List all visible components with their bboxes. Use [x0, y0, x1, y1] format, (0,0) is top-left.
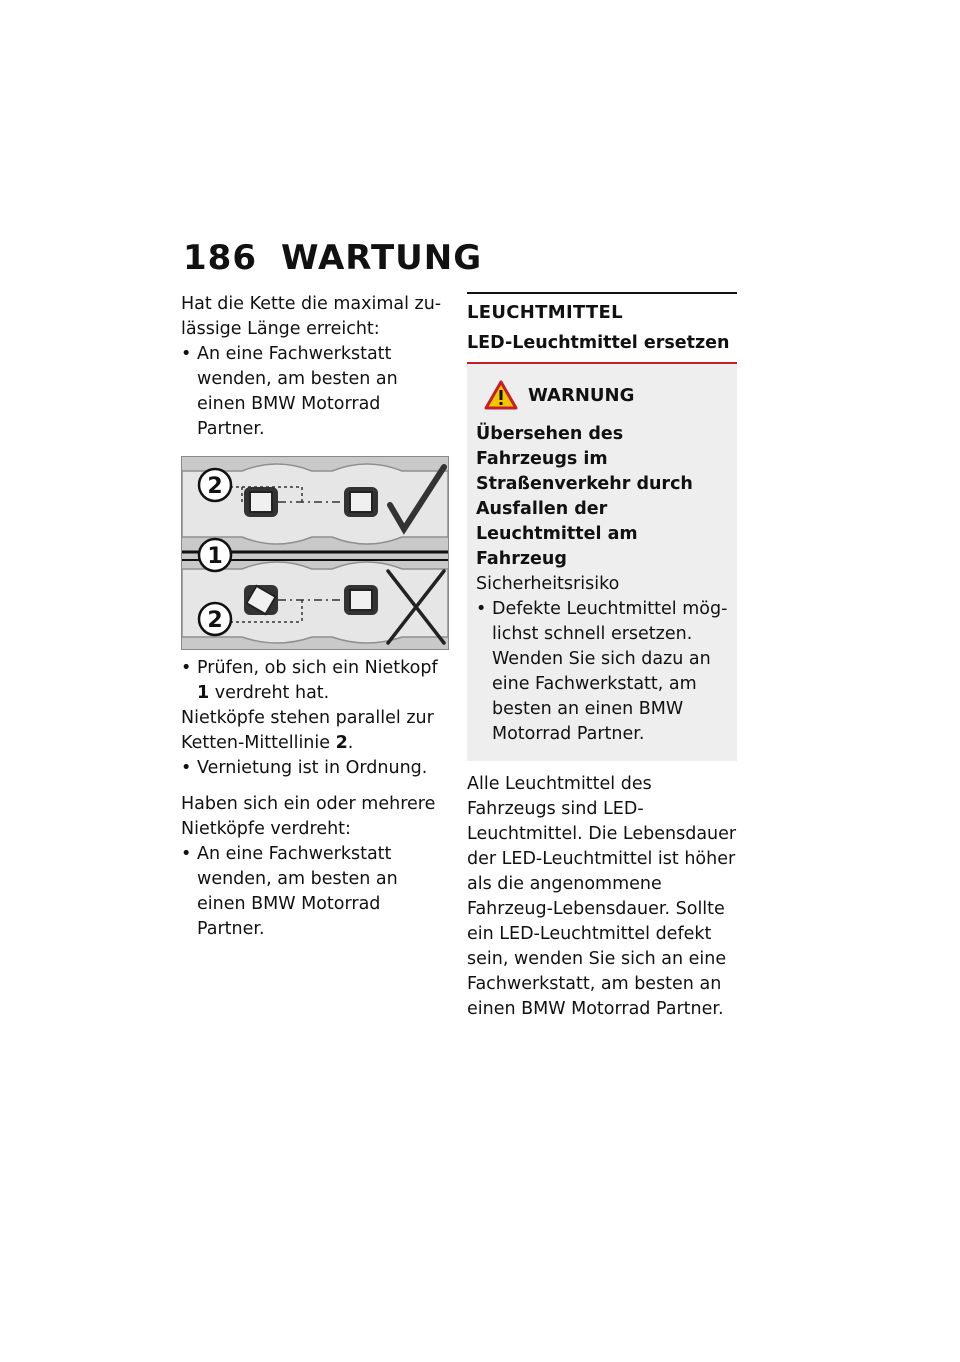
page-number: 186 — [183, 238, 257, 278]
subsection-title: LED-Leuchtmittel ersetzen — [467, 333, 730, 353]
section-rule — [467, 292, 737, 294]
callout-2-bottom — [199, 603, 231, 635]
warning-triangle-icon — [484, 380, 518, 410]
parallel-text: Nietköpfe stehen parallel zur Ketten-Mittellinie — [181, 708, 434, 753]
chain-illustration — [182, 457, 448, 649]
paragraph-parallel — [181, 706, 447, 756]
warning-risk: Sicherheitsrisiko — [476, 574, 620, 594]
bullet-workshop-2: • An eine Fachwerkstatt wenden, am besten an einen BMW Motorrad Partner. — [181, 842, 447, 942]
callout-label-bottom: 2 — [207, 608, 223, 633]
ref-2: 2 — [335, 733, 348, 753]
section-title: LEUCHTMITTEL — [467, 302, 623, 323]
right-column — [467, 292, 737, 1022]
paragraph-led: Alle Leuchtmittel des Fahrzeugs sind LED-Leuchtmittel. Die Lebensdauer der LED-Leuchtmittel ist höher als die angenommene Fahrzeug-Lebensdauer. Sollte ein LED-Leuchtmittel defekt sein, wenden Sie sich an eine Fachwerkstatt, am besten an einen BMW Motorrad Partner. — [467, 774, 737, 1019]
left-column — [181, 292, 447, 942]
bullet-riveting-ok: • Vernietung ist in Ordnung. — [181, 756, 447, 781]
paragraph-max-length: Hat die Kette die maximal zulässige Länge erreicht: — [181, 294, 442, 339]
warning-label: WARNUNG — [528, 384, 635, 406]
bullet-check-rivet — [181, 656, 447, 706]
page-header — [183, 238, 482, 278]
chain-rivet-figure — [181, 456, 449, 650]
warning-header — [484, 380, 728, 410]
warning-box — [467, 364, 737, 761]
ref-1: 1 — [197, 683, 210, 703]
callout-2-top — [199, 469, 231, 501]
paragraph-twisted: Haben sich ein oder mehrere Nietköpfe verdreht: — [181, 794, 436, 839]
bullet-check-rivet-text: Prüfen, ob sich ein Nietkopf — [197, 658, 438, 678]
callout-1 — [199, 539, 231, 571]
warning-bullet: • Defekte Leuchtmittel möglichst schnell ersetzen. Wenden Sie sich dazu an eine Fachwerkstatt, am besten an einen BMW Motorrad Partner. — [476, 597, 728, 747]
parallel-end: . — [347, 733, 354, 753]
chapter-title: WARTUNG — [281, 238, 483, 278]
bullet-workshop-1: • An eine Fachwerkstatt wenden, am besten an einen BMW Motorrad Partner. — [181, 342, 447, 442]
warning-title: Übersehen des Fahrzeugs im Straßenverkehr durch Ausfallen der Leuchtmittel am Fahrzeug — [476, 424, 693, 569]
callout-label-mid: 1 — [207, 544, 223, 569]
callout-label-top: 2 — [207, 474, 223, 499]
bullet-check-rivet-text2: verdreht hat. — [214, 683, 330, 703]
